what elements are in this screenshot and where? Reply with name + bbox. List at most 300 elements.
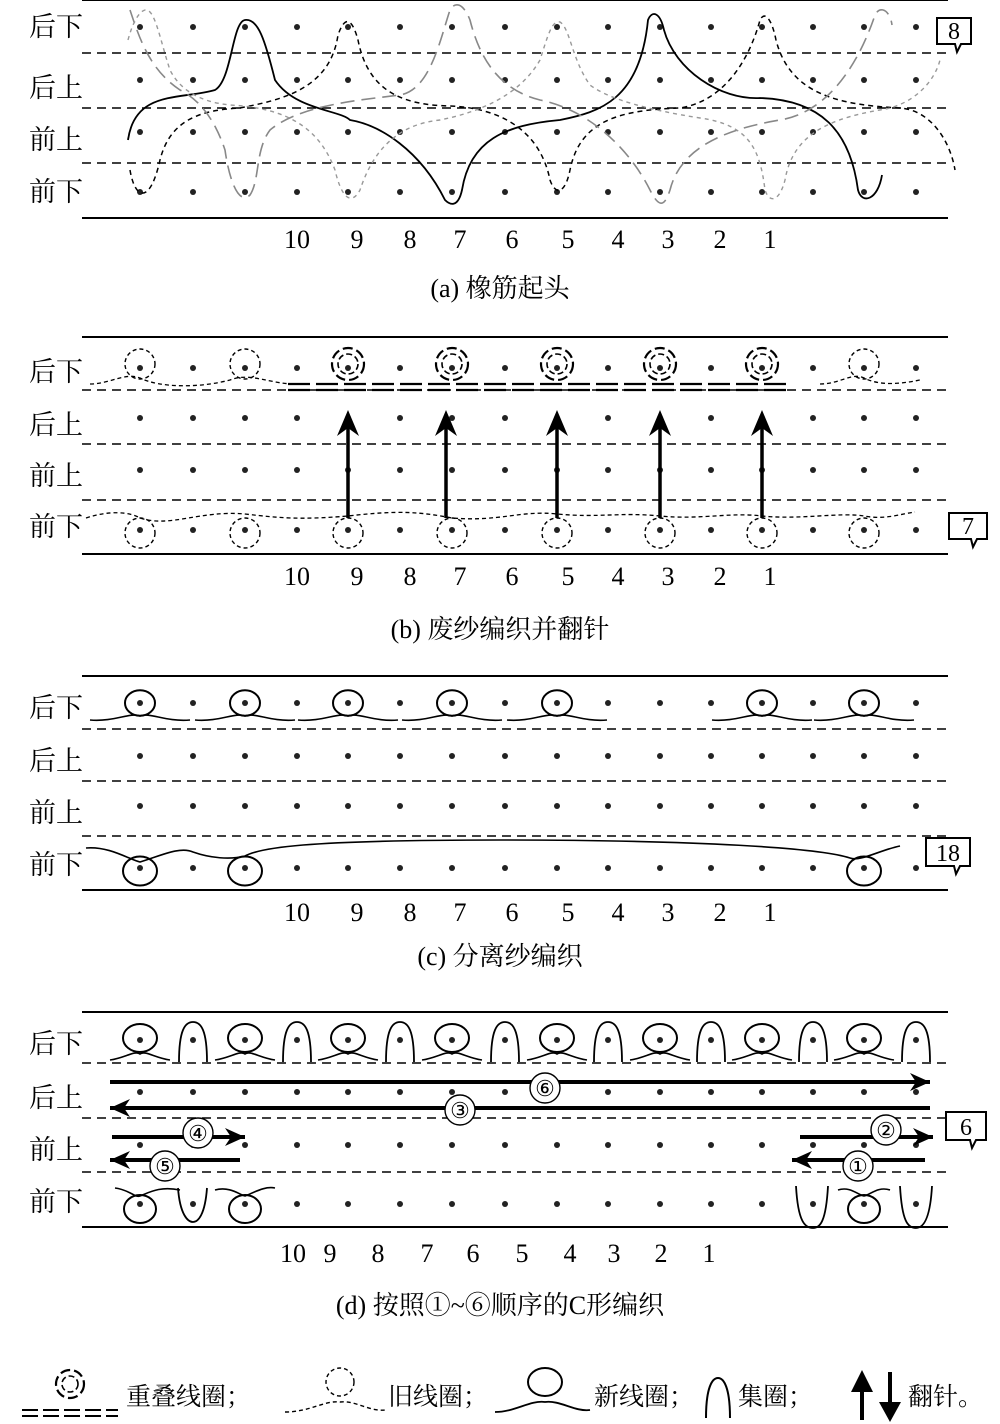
overlap-loop [541,348,573,380]
needle-dot [449,753,455,759]
needle-dot [449,467,455,473]
needle-dot [449,700,455,706]
loop-sinker [318,1053,378,1060]
needle-dot [554,129,560,135]
needle-dot [137,77,143,83]
needle-dot [190,77,196,83]
needle-dot [708,189,714,195]
needle-dot [397,189,403,195]
needle-dot [242,803,248,809]
needle-dot [137,365,143,371]
needle-number: 10 [284,225,310,254]
needle-dot [242,415,248,421]
needle-dot [657,865,663,871]
needle-dot [861,700,867,706]
needle-dot [242,753,248,759]
needle-number: 7 [453,225,467,254]
needle-dot [605,1037,611,1043]
needle-dot [449,527,455,533]
row-label: 前上 [29,125,83,156]
step-number: ⑤ [155,1154,175,1179]
loop-sinker [115,1188,180,1196]
new-loop-sinker [90,715,190,720]
needle-dot [502,365,508,371]
needle-number: 2 [713,898,727,927]
needle-number: 7 [453,562,467,591]
needle-dot [397,415,403,421]
row-label: 后上 [29,410,83,441]
needle-number: 3 [661,225,675,254]
needle-dot [913,129,919,135]
system-number: 8 [948,19,960,45]
needle-dot [554,527,560,533]
needle-dot [708,365,714,371]
new-loop-sinker [712,715,812,720]
needle-dot [345,700,351,706]
needle-dot [810,467,816,473]
needle-dot [759,365,765,371]
needle-dot [861,1089,867,1095]
needle-dot [242,527,248,533]
needle-dot [759,865,765,871]
legend-new-label: 新线圈； [594,1382,695,1411]
needle-number: 2 [713,562,727,591]
needle-dot [137,1089,143,1095]
needle-dot [810,189,816,195]
needle-dot [397,467,403,473]
needle-dot [657,527,663,533]
needle-dot [913,415,919,421]
needle-dot [242,1201,248,1207]
needle-dot [502,803,508,809]
old-loop [125,349,155,379]
needle-dot [759,129,765,135]
needle-number: 5 [515,1239,529,1268]
row-label: 后下 [29,357,83,388]
needle-dot [190,803,196,809]
needle-number: 4 [611,225,625,254]
needle-dot [657,189,663,195]
needle-dot [137,700,143,706]
needle-dot [759,1142,765,1148]
needle-number: 1 [702,1239,716,1268]
row-label: 前下 [29,1187,83,1218]
needle-dot [397,24,403,30]
needle-dot [861,1037,867,1043]
needle-dot [190,1037,196,1043]
needle-dot [605,77,611,83]
needle-dot [861,803,867,809]
needle-dot [449,803,455,809]
needle-dot [605,1089,611,1095]
panel-b [29,337,987,644]
needle-number: 9 [350,225,364,254]
needle-dot [294,753,300,759]
needle-dot [190,527,196,533]
overlap-loop [332,348,364,380]
needle-dot [449,24,455,30]
rubber-yarn-gray [130,5,892,203]
needle-dot [294,1089,300,1095]
needle-dot [397,1089,403,1095]
needle-dot [137,1201,143,1207]
row-label: 后上 [29,1083,83,1114]
rubber-yarn-gray-dotted [128,10,940,199]
needle-dot [242,467,248,473]
old-loop-icon [285,1402,385,1412]
needle-dot [657,700,663,706]
needle-dot [861,129,867,135]
transfer-down-icon [879,1402,901,1422]
needle-dot [861,77,867,83]
needle-dot [913,527,919,533]
needle-number: 9 [323,1239,337,1268]
needle-dot [502,467,508,473]
needle-dot [708,467,714,473]
needle-dot [861,865,867,871]
overlap-loop [644,348,676,380]
needle-dot [137,415,143,421]
step-number: ③ [450,1098,470,1123]
needle-dot [345,129,351,135]
needle-dot [810,700,816,706]
needle-dot [190,365,196,371]
needle-dot [294,365,300,371]
waste-yarn-front [86,512,915,521]
system-number: 7 [962,514,974,540]
panel-a [29,0,971,303]
needle-dot [605,527,611,533]
needle-dot [190,1089,196,1095]
loop-sinker [110,1053,170,1060]
needle-dot [657,1037,663,1043]
row-label: 后下 [29,1029,83,1060]
needle-dot [242,365,248,371]
needle-number: 1 [763,225,777,254]
needle-dot [449,129,455,135]
needle-number: 8 [403,225,417,254]
system-number: 6 [960,1115,972,1141]
old-loop [230,349,260,379]
needle-dot [708,24,714,30]
panel-caption: (d) 按照①~⑥顺序的C形编织 [335,1291,665,1320]
loop-sinker [834,1053,894,1060]
step-number: ② [876,1118,896,1143]
needle-dot [605,1142,611,1148]
needle-dot [913,1089,919,1095]
needle-number: 8 [403,562,417,591]
separation-yarn [86,840,900,862]
needle-dot [554,77,560,83]
needle-dot [137,527,143,533]
needle-dot [759,1089,765,1095]
panel-caption: (a) 橡筋起头 [430,274,570,303]
needle-dot [605,467,611,473]
needle-dot [397,1142,403,1148]
needle-dot [810,753,816,759]
needle-dot [913,24,919,30]
needle-dot [345,24,351,30]
needle-dot [605,365,611,371]
needle-dot [190,189,196,195]
needle-dot [605,803,611,809]
row-label: 后下 [29,12,83,43]
panels [29,0,987,1320]
needle-number: 6 [505,225,519,254]
new-loop-sinker [195,715,295,720]
needle-dot [913,365,919,371]
panel-caption: (c) 分离纱编织 [417,942,583,971]
needle-dot [294,527,300,533]
needle-dot [913,803,919,809]
legend-transfer-label: 翻针。 [908,1382,984,1411]
needle-dot [913,189,919,195]
needle-dot [605,415,611,421]
loop-sinker [732,1053,792,1060]
needle-dot [242,129,248,135]
needle-dot [913,753,919,759]
needle-dot [502,189,508,195]
needle-dot [554,1142,560,1148]
row-label: 后上 [29,73,83,104]
needle-dot [397,527,403,533]
system-number: 18 [936,841,960,867]
needle-dot [190,700,196,706]
needle-dot [759,189,765,195]
new-loop [848,1195,880,1223]
loop-sinker [422,1053,482,1060]
needle-dot [345,1142,351,1148]
row-label: 前下 [29,850,83,881]
needle-dot [810,803,816,809]
row-label: 前下 [29,177,83,208]
needle-dot [605,753,611,759]
legend-overlap-label: 重叠线圈； [126,1382,252,1411]
row-label: 后下 [29,693,83,724]
needle-dot [449,1037,455,1043]
needle-dot [449,365,455,371]
needle-dot [657,129,663,135]
needle-number: 2 [713,225,727,254]
needle-dot [242,77,248,83]
needle-number: 9 [350,562,364,591]
needle-dot [810,527,816,533]
needle-dot [502,24,508,30]
needle-dot [913,1201,919,1207]
new-loop-sinker [298,715,398,720]
needle-dot [759,700,765,706]
needle-dot [449,189,455,195]
row-label: 前上 [29,1135,83,1166]
step-number: ④ [188,1121,208,1146]
row-label: 前上 [29,461,83,492]
needle-dot [345,753,351,759]
needle-number: 8 [403,898,417,927]
needle-dot [137,753,143,759]
needle-dot [190,753,196,759]
needle-dot [449,77,455,83]
needle-dot [810,1037,816,1043]
new-loop-sinker [814,715,914,720]
needle-number: 3 [607,1239,621,1268]
needle-dot [810,365,816,371]
needle-dot [810,24,816,30]
needle-dot [294,865,300,871]
needle-number: 10 [284,562,310,591]
needle-dot [708,129,714,135]
needle-number: 8 [371,1239,385,1268]
needle-dot [554,803,560,809]
needle-number: 5 [561,225,575,254]
needle-dot [708,1089,714,1095]
tuck-loop [796,1186,828,1228]
row-label: 前上 [29,798,83,829]
needle-dot [345,1037,351,1043]
needle-dot [861,467,867,473]
needle-dot [190,24,196,30]
needle-dot [242,24,248,30]
waste-yarn-back [90,376,295,385]
needle-dot [345,189,351,195]
needle-number: 1 [763,562,777,591]
needle-dot [449,1142,455,1148]
needle-dot [657,803,663,809]
needle-dot [913,865,919,871]
rubber-yarn-dashed [130,16,955,193]
needle-number: 9 [350,898,364,927]
needle-number: 4 [611,562,625,591]
panel-caption: (b) 废纱编织并翻针 [390,615,610,644]
needle-dot [708,865,714,871]
needle-number: 7 [420,1239,434,1268]
needle-dot [242,865,248,871]
needle-dot [657,753,663,759]
needle-dot [294,1201,300,1207]
needle-dot [502,415,508,421]
old-loop-icon [326,1368,354,1396]
panel-d [29,1012,986,1320]
needle-dot [242,700,248,706]
needle-dot [397,1037,403,1043]
needle-dot [605,700,611,706]
needle-dot [861,189,867,195]
needle-number: 1 [763,898,777,927]
needle-number: 3 [661,898,675,927]
needle-dot [397,803,403,809]
needle-dot [397,1201,403,1207]
new-loop-sinker [402,715,502,720]
needle-dot [861,753,867,759]
needle-number: 3 [661,562,675,591]
legend [22,1368,983,1422]
needle-dot [554,24,560,30]
needle-dot [502,1089,508,1095]
needle-dot [657,77,663,83]
needle-dot [449,865,455,871]
needle-number: 6 [466,1239,480,1268]
needle-number: 6 [505,562,519,591]
needle-dot [759,1201,765,1207]
needle-dot [708,77,714,83]
needle-dot [605,1201,611,1207]
needle-number: 4 [563,1239,577,1268]
needle-dot [708,803,714,809]
needle-dot [810,865,816,871]
needle-dot [190,1201,196,1207]
needle-dot [345,803,351,809]
needle-dot [242,1037,248,1043]
needle-dot [708,1142,714,1148]
needle-dot [810,415,816,421]
needle-dot [554,365,560,371]
needle-dot [294,189,300,195]
row-label: 前下 [29,512,83,543]
new-loop-icon [528,1368,562,1396]
needle-dot [708,415,714,421]
needle-dot [708,1037,714,1043]
new-loop [124,1195,156,1223]
new-loop-icon [495,1402,590,1412]
step-number: ⑥ [535,1076,555,1101]
needle-dot [502,1201,508,1207]
needle-number: 7 [453,898,467,927]
needle-dot [294,24,300,30]
needle-dot [242,1089,248,1095]
needle-dot [810,1142,816,1148]
new-loop-sinker [507,715,607,720]
needle-dot [294,1037,300,1043]
needle-dot [294,415,300,421]
needle-dot [861,1142,867,1148]
needle-dot [554,1037,560,1043]
legend-old-label: 旧线圈； [388,1382,489,1411]
needle-dot [397,77,403,83]
needle-dot [759,77,765,83]
old-loop [849,349,879,379]
new-loop [229,1195,261,1223]
needle-dot [345,365,351,371]
loop-sinker [215,1053,275,1060]
overlap-loop-icon [62,1376,78,1392]
needle-dot [137,24,143,30]
needle-dot [190,415,196,421]
needle-dot [345,1089,351,1095]
legend-tuck-label: 集圈； [738,1382,814,1411]
needle-dot [137,129,143,135]
needle-dot [294,129,300,135]
needle-dot [605,865,611,871]
needle-dot [502,1037,508,1043]
overlap-loop [436,348,468,380]
needle-dot [554,865,560,871]
needle-dot [759,803,765,809]
needle-dot [397,865,403,871]
needle-dot [708,1201,714,1207]
needle-dot [137,865,143,871]
needle-dot [657,365,663,371]
needle-dot [759,527,765,533]
needle-dot [810,1089,816,1095]
needle-dot [137,1142,143,1148]
needle-number: 10 [284,898,310,927]
needle-dot [861,1201,867,1207]
needle-dot [294,77,300,83]
rubber-yarn-solid [128,14,882,204]
needle-dot [810,77,816,83]
needle-number: 10 [280,1239,306,1268]
needle-dot [449,1089,455,1095]
needle-dot [605,189,611,195]
